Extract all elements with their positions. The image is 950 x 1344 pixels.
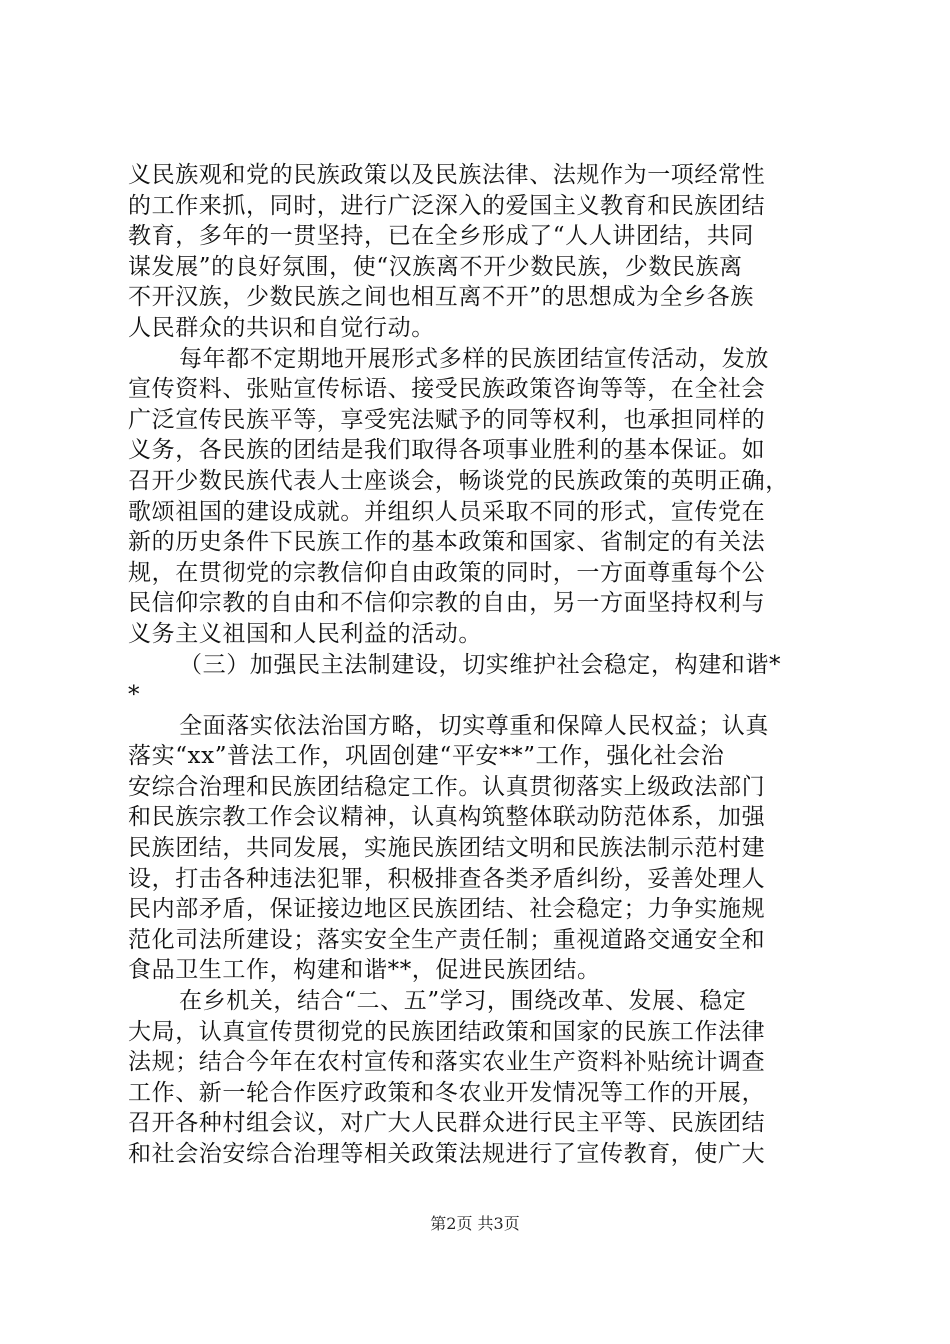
text-line: 谋发展”的良好氛围，使“汉族离不开少数民族，少数民族离	[128, 253, 743, 280]
text-line: 工作、新一轮合作医疗政策和冬农业开发情况等工作的开展，	[128, 1079, 766, 1106]
text-line: 歌颂祖国的建设成就。并组织人员采取不同的形式，宣传党在	[128, 498, 766, 525]
text-line: 义民族观和党的民族政策以及民族法律、法规作为一项经常性	[128, 162, 766, 188]
text-line: 规，在贯彻党的宗教信仰自由政策的同时，一方面尊重每个公	[128, 559, 766, 586]
text-line: 设，打击各种违法犯罪，积极排查各类矛盾纠纷，妥善处理人	[128, 865, 766, 892]
text-line: 义务主义祖国和人民利益的活动。	[128, 620, 482, 647]
paragraph-first-line: 在乡机关，结合“二、五”学习，围绕改革、发展、稳定	[179, 988, 747, 1015]
text-line: 义务，各民族的团结是我们取得各项事业胜利的基本保证。如	[128, 437, 766, 464]
text-line: 广泛宣传民族平等，享受宪法赋予的同等权利，也承担同样的	[128, 406, 766, 433]
section-heading-continuation: *	[128, 682, 141, 709]
text-line: 安综合治理和民族团结稳定工作。认真贯彻落实上级政法部门	[128, 773, 766, 800]
text-line: 召开各种村组会议，对广大人民群众进行民主平等、民族团结	[128, 1110, 766, 1137]
text-line: 召开少数民族代表人士座谈会，畅谈党的民族政策的英明正确，	[128, 467, 789, 494]
text-line: 的工作来抓，同时，进行广泛深入的爱国主义教育和民族团结	[128, 192, 766, 219]
text-line: 新的历史条件下民族工作的基本政策和国家、省制定的有关法	[128, 529, 766, 556]
paragraph-first-line: 每年都不定期地开展形式多样的民族团结宣传活动，发放	[179, 345, 769, 372]
text-line: 落实“xx”普法工作，巩固创建“平安**”工作，强化社会治	[128, 743, 725, 770]
page-number: 第2页 共3页	[430, 1214, 520, 1233]
section-heading: （三）加强民主法制建设，切实维护社会稳定，构建和谐*	[179, 651, 782, 678]
text-line: 民信仰宗教的自由和不信仰宗教的自由，另一方面坚持权利与	[128, 590, 766, 617]
text-line: 法规；结合今年在农村宣传和落实农业生产资料补贴统计调查	[128, 1049, 766, 1076]
body-text	[128, 160, 831, 1170]
text-line: 民内部矛盾，保证接边地区民族团结、社会稳定；力争实施规	[128, 896, 766, 923]
text-line: 范化司法所建设；落实安全生产责任制；重视道路交通安全和	[128, 926, 766, 953]
text-line: 和民族宗教工作会议精神，认真构筑整体联动防范体系，加强	[128, 804, 766, 831]
paragraph-first-line: 全面落实依法治国方略，切实尊重和保障人民权益；认真	[179, 712, 769, 739]
text-line: 大局，认真宣传贯彻党的民族团结政策和国家的民族工作法律	[128, 1018, 766, 1045]
text-line: 和社会治安综合治理等相关政策法规进行了宣传教育，使广大	[128, 1141, 766, 1167]
text-line: 宣传资料、张贴宣传标语、接受民族政策咨询等等，在全社会	[128, 376, 766, 403]
text-line: 民族团结，共同发展，实施民族团结文明和民族法制示范村建	[128, 835, 766, 862]
text-line: 食品卫生工作，构建和谐**，促进民族团结。	[128, 957, 601, 984]
text-line: 教育，多年的一贯坚持，已在全乡形成了“人人讲团结，共同	[128, 223, 754, 250]
text-line: 不开汉族，少数民族之间也相互离不开”的思想成为全乡各族	[128, 284, 754, 311]
text-line: 人民群众的共识和自觉行动。	[128, 314, 435, 341]
